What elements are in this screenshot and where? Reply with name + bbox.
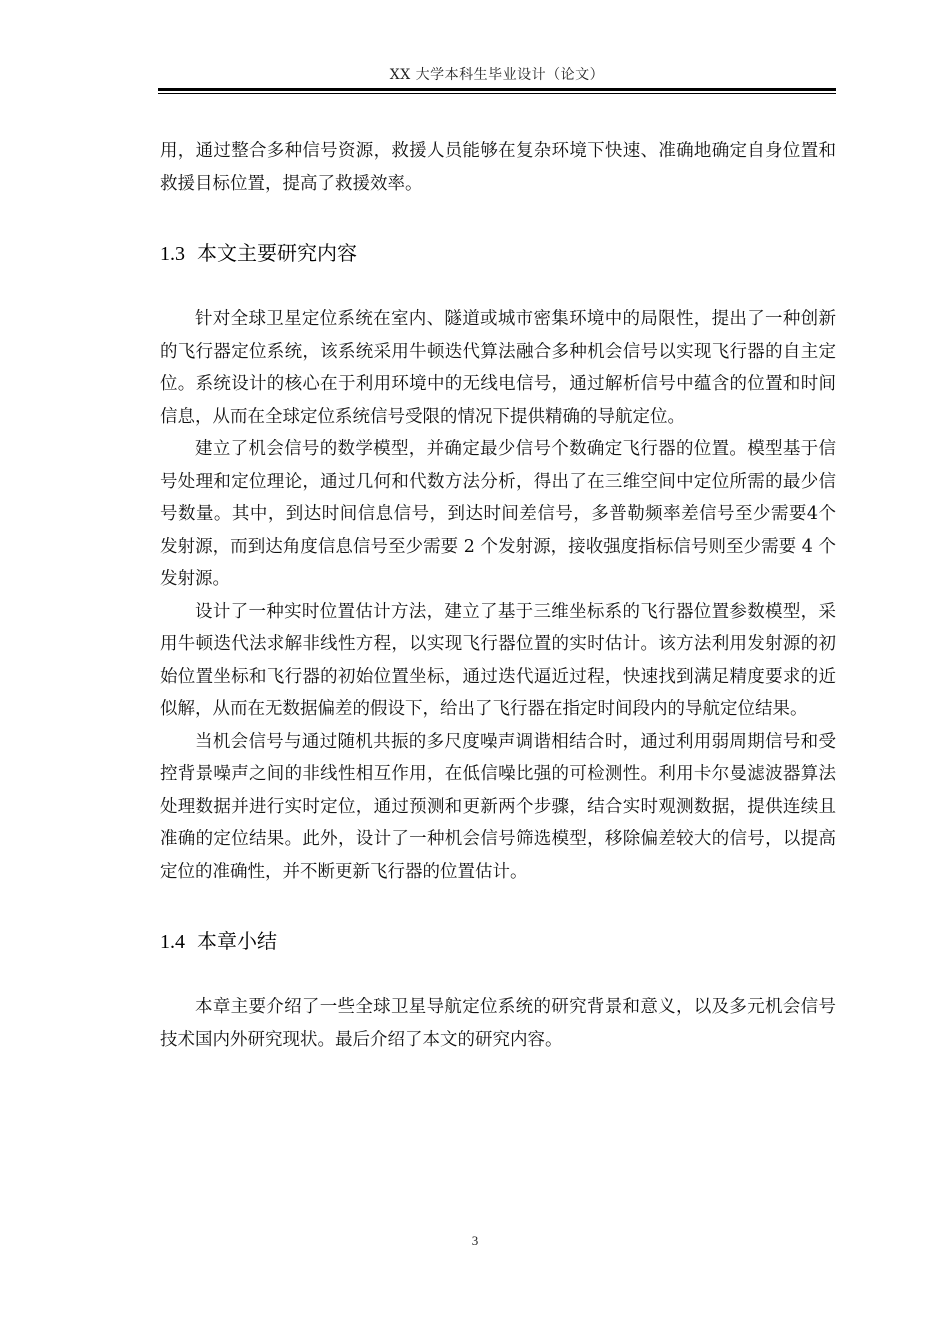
section-heading-1-4 [160, 926, 836, 957]
body-paragraph: 设计了一种实时位置估计方法，建立了基于三维坐标系的飞行器位置参数模型，采用牛顿迭代法求解非线性方程，以实现飞行器位置的实时估计。该方法利用发射源的初始位置坐标和飞行器的初始位置坐标，通过迭代逼近过程，快速找到满足精度要求的近似解，从而在无数据偏差的假设下，给出了飞行器在指定时间段内的导航定位结果。 [160, 601, 836, 719]
section-number: 1.4 [160, 931, 185, 953]
body-paragraph: 针对全球卫星定位系统在室内、隧道或城市密集环境中的局限性，提出了一种创新的飞行器定位系统，该系统采用牛顿迭代算法融合多种机会信号以实现飞行器的自主定位。系统设计的核心在于利用环境中的无线电信号，通过解析信号中蕴含的位置和时间信息，从而在全球定位系统信号受限的情况下提供精确的导航定位。 [160, 309, 836, 427]
section-number: 1.3 [160, 243, 185, 265]
header-rule-thick [158, 88, 836, 91]
body-paragraph: 当机会信号与通过随机共振的多尺度噪声调谐相结合时，通过利用弱周期信号和受控背景噪声之间的非线性相互作用，在低信噪比强的可检测性。利用卡尔曼滤波器算法处理数据并进行实时定位，通过预测和更新两个步骤，结合实时观测数据，提供连续且准确的定位结果。此外，设计了一种机会信号筛选模型，移除偏差较大的信号，以提高定位的准确性，并不断更新飞行器的位置估计。 [160, 731, 836, 882]
section-title: 本章小结 [197, 929, 277, 953]
header-rule-thin [158, 93, 836, 94]
page-number: 3 [471, 1233, 479, 1248]
page-body [160, 135, 836, 1056]
section-title: 本文主要研究内容 [197, 241, 357, 265]
body-paragraph: 建立了机会信号的数学模型，并确定最少信号个数确定飞行器的位置。模型基于信号处理和定位理论，通过几何和代数方法分析，得出了在三维空间中定位所需的最少信号数量。其中，到达时间信息信号，到达时间差信号，多普勒频率差信号至少需要4个发射源，而到达角度信息信号至少需要 2 个发射源，接收强度指标信号则至少需要 4 个发射源。 [160, 439, 836, 589]
continued-paragraph: 用，通过整合多种信号资源，救援人员能够在复杂环境下快速、准确地确定自身位置和救援目标位置，提高了救援效率。 [160, 141, 836, 194]
running-header: XX 大学本科生毕业设计（论文） [389, 67, 605, 83]
section-heading-1-3 [160, 238, 836, 269]
body-paragraph: 本章主要介绍了一些全球卫星导航定位系统的研究背景和意义，以及多元机会信号技术国内外研究现状。最后介绍了本文的研究内容。 [160, 997, 836, 1050]
